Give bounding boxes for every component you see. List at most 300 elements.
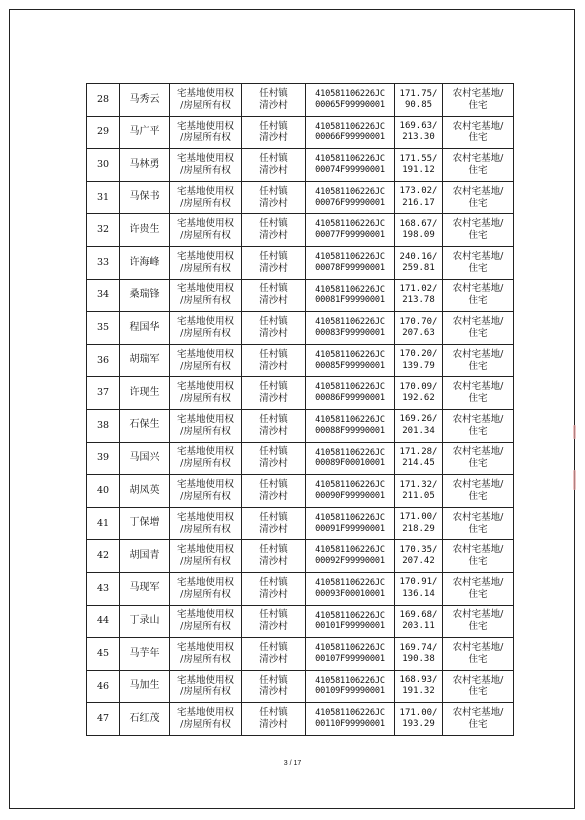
table-row (87, 670, 514, 703)
cell-land-use-line: 住宅 (468, 230, 488, 242)
cell-right-type-line: 宅基地使用权 (176, 479, 234, 491)
cell-location-line: 任村镇 (259, 218, 288, 230)
cell-land-use (443, 703, 514, 736)
cell-area-line: 169.68/ (399, 610, 438, 621)
cell-right-type-line: /房屋所有权 (180, 230, 231, 242)
cell-area-line: 193.29 (402, 719, 435, 730)
cell-land-use-line: 农村宅基地/ (452, 250, 504, 262)
cell-unit-code (306, 116, 395, 149)
cell-land-use (443, 409, 514, 442)
cell-land-use (443, 572, 514, 605)
cell-unit-code-line: 00090F99990001 (315, 490, 385, 501)
cell-area-line: 170.20/ (399, 349, 438, 360)
cell-right-type-line: 宅基地使用权 (176, 87, 234, 99)
cell-right-type-line: /房屋所有权 (180, 588, 231, 600)
cell-area-line: 214.45 (402, 458, 435, 469)
cell-owner-name: 马秀云 (120, 84, 170, 117)
cell-area-line: 169.63/ (399, 121, 438, 132)
cell-right-type-line: /房屋所有权 (180, 393, 231, 405)
cell-number: 33 (87, 246, 120, 279)
cell-area-line: 171.00/ (399, 707, 438, 718)
cell-land-use (443, 605, 514, 638)
cell-right-type (170, 475, 242, 508)
cell-right-type-line: /房屋所有权 (180, 262, 231, 274)
cell-land-use (443, 344, 514, 377)
cell-unit-code-line: 00091F99990001 (315, 523, 385, 534)
cell-unit-code-line: 410581106226JC (315, 545, 385, 556)
cell-location (242, 116, 306, 149)
table-row (87, 442, 514, 475)
cell-owner-name: 马国兴 (120, 442, 170, 475)
cell-location-line: 任村镇 (259, 283, 288, 295)
table-row (87, 540, 514, 573)
cell-owner-name: 许海峰 (120, 246, 170, 279)
cell-land-use-line: 住宅 (468, 425, 488, 437)
table-row (87, 149, 514, 182)
cell-right-type-line: /房屋所有权 (180, 556, 231, 568)
cell-location-line: 清沙村 (259, 719, 288, 731)
cell-right-type (170, 605, 242, 638)
cell-right-type-line: 宅基地使用权 (176, 642, 234, 654)
cell-unit-code-line: 410581106226JC (315, 415, 385, 425)
cell-area-line: 171.28/ (399, 447, 438, 458)
cell-area-line: 218.29 (402, 523, 435, 534)
cell-land-use-line: 农村宅基地/ (452, 642, 504, 654)
cell-land-use-line: 住宅 (468, 686, 488, 698)
cell-location-line: 任村镇 (259, 511, 288, 523)
cell-area-line: 90.85 (404, 99, 433, 110)
cell-location (242, 507, 306, 540)
cell-land-use-line: 住宅 (468, 393, 488, 405)
cell-right-type-line: /房屋所有权 (180, 197, 231, 209)
cell-unit-code-line: 410581106226JC (315, 252, 385, 263)
cell-land-use (443, 670, 514, 703)
cell-area (395, 377, 443, 410)
cell-right-type (170, 246, 242, 279)
cell-unit-code (306, 703, 395, 736)
cell-land-use (443, 638, 514, 671)
cell-owner-name: 马广平 (120, 116, 170, 149)
cell-location (242, 344, 306, 377)
cell-location (242, 279, 306, 312)
cell-right-type (170, 116, 242, 149)
cell-right-type (170, 377, 242, 410)
cell-land-use (443, 475, 514, 508)
cell-number: 32 (87, 214, 120, 247)
cell-unit-code (306, 605, 395, 638)
seal-edge-mark (573, 425, 576, 439)
cell-right-type-line: /房屋所有权 (180, 164, 231, 176)
cell-area-line: 192.62 (402, 393, 435, 404)
cell-unit-code-line: 00065F99990001 (315, 99, 385, 110)
cell-location-line: 任村镇 (259, 707, 288, 719)
cell-area-line: 171.32/ (399, 479, 438, 490)
cell-unit-code-line: 410581106226JC (315, 121, 385, 132)
cell-right-type-line: /房屋所有权 (180, 132, 231, 144)
cell-unit-code (306, 475, 395, 508)
cell-number: 29 (87, 116, 120, 149)
cell-unit-code (306, 540, 395, 573)
cell-right-type (170, 312, 242, 345)
cell-location-line: 任村镇 (259, 316, 288, 328)
cell-unit-code-line: 410581106226JC (315, 154, 385, 165)
table-row (87, 344, 514, 377)
cell-area-line: 207.42 (402, 556, 435, 567)
cell-land-use-line: 农村宅基地/ (452, 120, 504, 132)
cell-area-line: 168.67/ (399, 218, 438, 229)
cell-land-use-line: 住宅 (468, 327, 488, 339)
cell-right-type-line: 宅基地使用权 (176, 348, 234, 360)
cell-location (242, 572, 306, 605)
cell-right-type-line: 宅基地使用权 (176, 707, 234, 719)
cell-land-use-line: 农村宅基地/ (452, 218, 504, 230)
cell-location-line: 任村镇 (259, 87, 288, 99)
cell-owner-name: 马加生 (120, 670, 170, 703)
cell-location (242, 540, 306, 573)
table-row (87, 507, 514, 540)
cell-unit-code-line: 410581106226JC (315, 89, 385, 100)
cell-owner-name: 石保生 (120, 409, 170, 442)
cell-owner-name: 马保书 (120, 181, 170, 214)
cell-unit-code-line: 00088F99990001 (315, 425, 385, 436)
cell-unit-code-line: 410581106226JC (315, 577, 385, 588)
cell-right-type (170, 670, 242, 703)
cell-unit-code (306, 84, 395, 117)
cell-unit-code (306, 246, 395, 279)
cell-right-type-line: 宅基地使用权 (176, 120, 234, 132)
cell-unit-code (306, 507, 395, 540)
cell-land-use (443, 246, 514, 279)
cell-location (242, 214, 306, 247)
cell-land-use-line: 住宅 (468, 197, 488, 209)
cell-location (242, 246, 306, 279)
cell-land-use-line: 住宅 (468, 621, 488, 633)
cell-right-type (170, 409, 242, 442)
cell-area-line: 170.09/ (399, 381, 438, 392)
cell-right-type-line: /房屋所有权 (180, 458, 231, 470)
cell-location-line: 任村镇 (259, 479, 288, 491)
cell-land-use-line: 农村宅基地/ (452, 674, 504, 686)
cell-area-line: 240.16/ (399, 251, 438, 262)
cell-owner-name: 马林勇 (120, 149, 170, 182)
cell-land-use (443, 540, 514, 573)
cell-unit-code (306, 572, 395, 605)
cell-location-line: 清沙村 (259, 99, 288, 111)
table-row (87, 409, 514, 442)
cell-right-type-line: 宅基地使用权 (176, 316, 234, 328)
cell-location-line: 任村镇 (259, 348, 288, 360)
cell-right-type (170, 149, 242, 182)
cell-land-use-line: 农村宅基地/ (452, 348, 504, 360)
cell-location-line: 任村镇 (259, 153, 288, 165)
cell-unit-code-line: 00076F99990001 (315, 197, 385, 208)
cell-location-line: 清沙村 (259, 653, 288, 665)
cell-area (395, 572, 443, 605)
cell-land-use (443, 84, 514, 117)
table-row (87, 638, 514, 671)
cell-location (242, 181, 306, 214)
cell-number: 37 (87, 377, 120, 410)
cell-number: 46 (87, 670, 120, 703)
cell-unit-code-line: 410581106226JC (315, 186, 385, 197)
cell-area (395, 605, 443, 638)
cell-land-use-line: 住宅 (468, 556, 488, 568)
cell-land-use-line: 住宅 (468, 588, 488, 600)
cell-location (242, 377, 306, 410)
cell-land-use-line: 住宅 (468, 458, 488, 470)
cell-right-type-line: 宅基地使用权 (176, 218, 234, 230)
cell-area-line: 171.00/ (399, 512, 438, 523)
cell-unit-code (306, 279, 395, 312)
cell-unit-code-line: 410581106226JC (315, 610, 385, 621)
cell-right-type (170, 638, 242, 671)
cell-location-line: 任村镇 (259, 609, 288, 621)
cell-location-line: 任村镇 (259, 413, 288, 425)
cell-land-use (443, 181, 514, 214)
cell-unit-code-line: 00086F99990001 (315, 393, 385, 404)
cell-area-line: 213.78 (402, 295, 435, 306)
cell-land-use-line: 住宅 (468, 164, 488, 176)
cell-location-line: 清沙村 (259, 523, 288, 535)
cell-land-use-line: 住宅 (468, 360, 488, 372)
cell-unit-code-line: 00083F99990001 (315, 327, 385, 338)
cell-owner-name: 丁保增 (120, 507, 170, 540)
table-row (87, 279, 514, 312)
cell-number: 30 (87, 149, 120, 182)
cell-unit-code (306, 377, 395, 410)
cell-location (242, 409, 306, 442)
cell-location (242, 703, 306, 736)
cell-right-type-line: 宅基地使用权 (176, 674, 234, 686)
cell-unit-code-line: 00074F99990001 (315, 164, 385, 175)
page-number: 3 / 17 (283, 760, 302, 767)
cell-land-use-line: 农村宅基地/ (452, 446, 504, 458)
cell-right-type-line: /房屋所有权 (180, 360, 231, 372)
cell-location (242, 638, 306, 671)
cell-owner-name: 程国华 (120, 312, 170, 345)
cell-land-use (443, 149, 514, 182)
cell-location (242, 312, 306, 345)
cell-land-use-line: 农村宅基地/ (452, 544, 504, 556)
cell-area-line: 170.91/ (399, 577, 438, 588)
cell-land-use-line: 住宅 (468, 490, 488, 502)
cell-area (395, 540, 443, 573)
cell-unit-code-line: 00077F99990001 (315, 230, 385, 241)
cell-unit-code-line: 410581106226JC (315, 480, 385, 491)
cell-right-type-line: /房屋所有权 (180, 686, 231, 698)
cell-right-type (170, 442, 242, 475)
cell-area-line: 216.17 (402, 197, 435, 208)
cell-owner-name: 许贵生 (120, 214, 170, 247)
cell-area-line: 213.30 (402, 132, 435, 143)
cell-right-type (170, 572, 242, 605)
cell-area-line: 198.09 (402, 230, 435, 241)
cell-location-line: 清沙村 (259, 621, 288, 633)
cell-unit-code-line: 410581106226JC (315, 643, 385, 654)
cell-number: 28 (87, 84, 120, 117)
cell-area-line: 191.32 (402, 686, 435, 697)
cell-land-use-line: 农村宅基地/ (452, 609, 504, 621)
cell-location-line: 任村镇 (259, 544, 288, 556)
table-row (87, 605, 514, 638)
cell-location (242, 475, 306, 508)
cell-unit-code-line: 00110F99990001 (315, 719, 385, 730)
cell-area-line: 171.02/ (399, 284, 438, 295)
cell-right-type (170, 540, 242, 573)
cell-right-type-line: /房屋所有权 (180, 621, 231, 633)
cell-location (242, 442, 306, 475)
cell-area (395, 475, 443, 508)
cell-right-type-line: /房屋所有权 (180, 653, 231, 665)
cell-owner-name: 马现军 (120, 572, 170, 605)
cell-unit-code-line: 410581106226JC (315, 349, 385, 360)
cell-unit-code-line: 00109F99990001 (315, 686, 385, 697)
cell-number: 36 (87, 344, 120, 377)
cell-unit-code-line: 410581106226JC (315, 675, 385, 686)
cell-unit-code-line: 410581106226JC (315, 708, 385, 719)
cell-unit-code (306, 409, 395, 442)
cell-area (395, 116, 443, 149)
cell-unit-code-line: 410581106226JC (315, 219, 385, 230)
cell-right-type-line: /房屋所有权 (180, 719, 231, 731)
cell-land-use-line: 农村宅基地/ (452, 87, 504, 99)
cell-unit-code (306, 149, 395, 182)
cell-land-use-line: 农村宅基地/ (452, 153, 504, 165)
cell-unit-code-line: 00081F99990001 (315, 295, 385, 306)
cell-unit-code-line: 00066F99990001 (315, 132, 385, 143)
cell-number: 34 (87, 279, 120, 312)
cell-land-use (443, 214, 514, 247)
cell-area-line: 171.75/ (399, 88, 438, 99)
cell-land-use-line: 住宅 (468, 523, 488, 535)
table-row (87, 214, 514, 247)
cell-unit-code (306, 214, 395, 247)
cell-area-line: 211.05 (402, 490, 435, 501)
cell-land-use (443, 116, 514, 149)
cell-right-type-line: 宅基地使用权 (176, 283, 234, 295)
cell-area (395, 638, 443, 671)
cell-number: 40 (87, 475, 120, 508)
cell-right-type-line: /房屋所有权 (180, 490, 231, 502)
cell-right-type-line: 宅基地使用权 (176, 153, 234, 165)
cell-unit-code (306, 670, 395, 703)
cell-owner-name: 桑瑞锋 (120, 279, 170, 312)
cell-area (395, 181, 443, 214)
cell-right-type (170, 214, 242, 247)
cell-right-type-line: 宅基地使用权 (176, 185, 234, 197)
table-row (87, 246, 514, 279)
cell-location (242, 149, 306, 182)
cell-land-use-line: 农村宅基地/ (452, 479, 504, 491)
cell-number: 45 (87, 638, 120, 671)
cell-location (242, 605, 306, 638)
cell-location-line: 清沙村 (259, 490, 288, 502)
cell-right-type (170, 84, 242, 117)
cell-land-use-line: 住宅 (468, 653, 488, 665)
table-row (87, 377, 514, 410)
cell-right-type (170, 507, 242, 540)
cell-unit-code-line: 00085F99990001 (315, 360, 385, 371)
cell-area-line: 170.70/ (399, 316, 438, 327)
cell-area (395, 344, 443, 377)
cell-area-line: 190.38 (402, 653, 435, 664)
cell-area-line: 169.74/ (399, 642, 438, 653)
cell-right-type (170, 279, 242, 312)
cell-land-use-line: 农村宅基地/ (452, 185, 504, 197)
cell-area-line: 168.93/ (399, 675, 438, 686)
cell-location-line: 任村镇 (259, 674, 288, 686)
cell-area-line: 171.55/ (399, 153, 438, 164)
cell-land-use-line: 农村宅基地/ (452, 707, 504, 719)
cell-land-use-line: 农村宅基地/ (452, 576, 504, 588)
cell-location-line: 清沙村 (259, 164, 288, 176)
cell-area (395, 670, 443, 703)
cell-unit-code-line: 00101F99990001 (315, 621, 385, 632)
cell-unit-code-line: 00093F00010001 (315, 588, 385, 599)
cell-location-line: 清沙村 (259, 556, 288, 568)
cell-area (395, 507, 443, 540)
cell-location-line: 清沙村 (259, 230, 288, 242)
cell-unit-code-line: 00078F99990001 (315, 262, 385, 273)
cell-right-type-line: 宅基地使用权 (176, 511, 234, 523)
cell-unit-code (306, 181, 395, 214)
cell-location-line: 清沙村 (259, 393, 288, 405)
cell-location-line: 清沙村 (259, 360, 288, 372)
cell-unit-code (306, 442, 395, 475)
cell-land-use (443, 442, 514, 475)
cell-number: 43 (87, 572, 120, 605)
cell-area (395, 703, 443, 736)
cell-location-line: 清沙村 (259, 262, 288, 274)
cell-area-line: 169.26/ (399, 414, 438, 425)
cell-unit-code-line: 00089F00010001 (315, 458, 385, 469)
cell-right-type-line: 宅基地使用权 (176, 544, 234, 556)
cell-area (395, 279, 443, 312)
cell-number: 38 (87, 409, 120, 442)
cell-right-type (170, 344, 242, 377)
cell-right-type-line: /房屋所有权 (180, 99, 231, 111)
cell-location-line: 清沙村 (259, 295, 288, 307)
table-row (87, 181, 514, 214)
cell-location-line: 清沙村 (259, 327, 288, 339)
cell-unit-code-line: 410581106226JC (315, 512, 385, 523)
cell-number: 42 (87, 540, 120, 573)
cell-owner-name: 胡国青 (120, 540, 170, 573)
cell-area (395, 409, 443, 442)
cell-location-line: 清沙村 (259, 132, 288, 144)
cell-unit-code-line: 410581106226JC (315, 317, 385, 328)
cell-unit-code (306, 312, 395, 345)
table-row (87, 572, 514, 605)
cell-right-type-line: 宅基地使用权 (176, 381, 234, 393)
cell-right-type-line: /房屋所有权 (180, 295, 231, 307)
cell-area (395, 149, 443, 182)
cell-area (395, 312, 443, 345)
cell-right-type-line: /房屋所有权 (180, 425, 231, 437)
cell-number: 41 (87, 507, 120, 540)
cell-location-line: 任村镇 (259, 576, 288, 588)
cell-land-use-line: 住宅 (468, 719, 488, 731)
cell-land-use-line: 农村宅基地/ (452, 316, 504, 328)
cell-right-type-line: 宅基地使用权 (176, 250, 234, 262)
cell-area-line: 207.63 (402, 327, 435, 338)
cell-right-type (170, 703, 242, 736)
cell-owner-name: 丁录山 (120, 605, 170, 638)
cell-land-use-line: 住宅 (468, 99, 488, 111)
cell-right-type-line: 宅基地使用权 (176, 413, 234, 425)
cell-number: 39 (87, 442, 120, 475)
cell-right-type-line: 宅基地使用权 (176, 576, 234, 588)
